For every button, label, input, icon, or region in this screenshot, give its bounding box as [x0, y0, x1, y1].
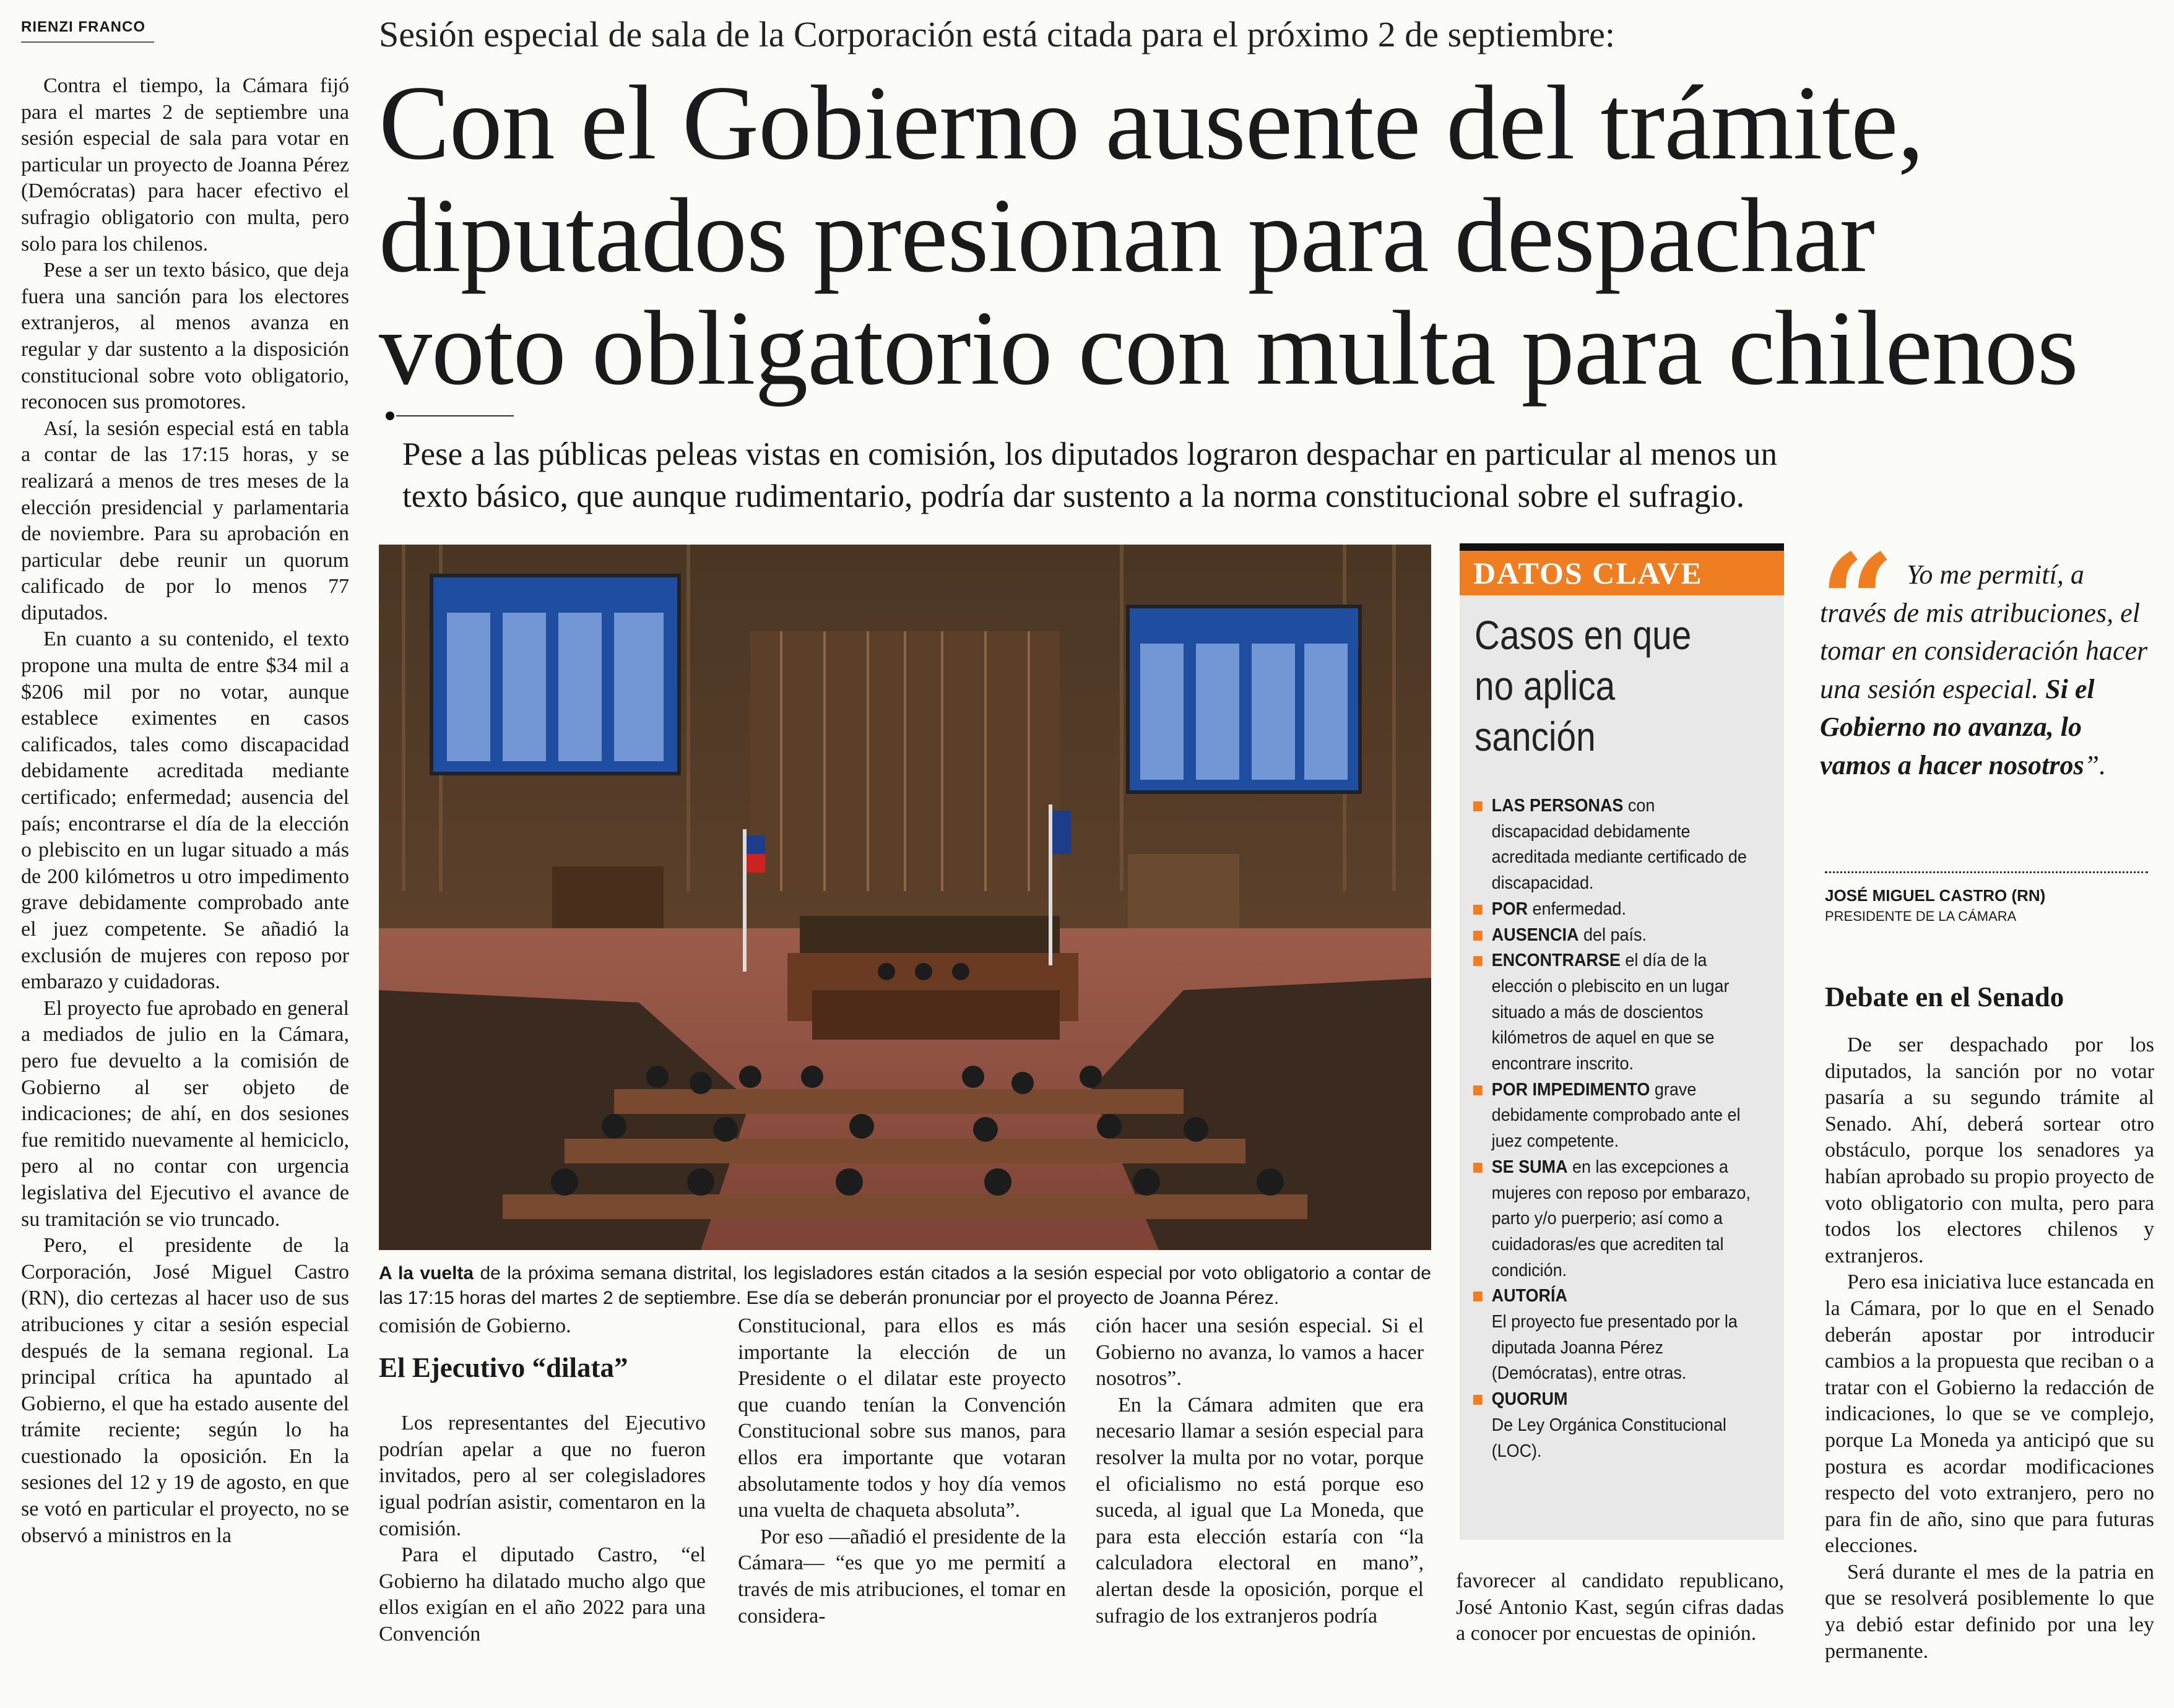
deck-bullet	[386, 412, 394, 420]
paragraph: ción hacer una sesión especial. Si el Gobierno no avanza, lo vamos a hacer nosotros”.	[1096, 1314, 1424, 1391]
paragraph: El proyecto fue aprobado en general a mediados de julio en la Cámara, pero fue devuelto a la comisión de Gobierno al ser objeto de indicaciones; de ahí, en dos sesiones fue remitido nuevamente al hemiciclo, pero al no contar con urgencia legislativa del Ejecutivo el avance de su tramitación se vio truncado.	[21, 996, 349, 1231]
subheading-ejecutivo: El Ejecutivo “dilata”	[379, 1352, 628, 1383]
item-text: De Ley Orgánica Constitucional (LOC).	[1491, 1415, 1726, 1461]
paragraph: En cuanto a su contenido, el texto propone una multa de entre $34 mil a $206 mil por no votar, aunque establece eximentes en casos calificados, tales como discapacidad debidamente acreditada mediante certificado; enfermedad; ausencia del país; encontrarse el día de la elección o plebiscito en un lugar situado a más de 200 kilómetros u otro impedimento grave debidamente comprobado ante el juez competente. Se añadió la exclusión de mujeres con reposo por embarazo y cuidadoras.	[21, 628, 349, 994]
item-text: grave debidamente comprobado ante el juez competente.	[1491, 1079, 1741, 1152]
column-2	[379, 1313, 706, 1648]
item-lead: AUSENCIA	[1491, 925, 1579, 945]
quote-text: Yo me permití, a través de mis atribuciones, el tomar en consideración hacer una sesión especial.	[1820, 559, 2148, 704]
caption-text: de la próxima semana distrital, los legisladores están citados a la sesión especial por voto obligatorio a contar de las 17:15 horas del martes 2 de septiembre. Ese día se deberán pronunciar por el proyecto de Joanna Pérez.	[379, 1263, 1431, 1308]
list-item	[1472, 923, 1754, 949]
quote-author: JOSÉ MIGUEL CASTRO (RN)	[1825, 886, 2046, 905]
chamber-photo	[379, 545, 1431, 1250]
datos-clave-top-bar	[1460, 543, 1784, 551]
paragraph: Contra el tiempo, la Cámara fijó para el martes 2 de septiembre una sesión especial de sala para votar en particular un proyecto de Joanna Pérez (Demócratas) para hacer efectivo el sufragio obligatorio con multa, pero solo para los chilenos.	[21, 74, 349, 256]
column-3	[738, 1313, 1066, 1629]
paragraph: Pero, el presidente de la Corporación, José Miguel Castro (RN), dio certezas al hacer uso de sus atribuciones y citar a sesión especial después de la semana regional. La principal crítica ha apuntado al Gobierno, el que ha estado ausente del trámite reciente; según lo ha cuestionado la oposición. En la sesiones del 12 y 19 de agosto, en que se votó en particular el proyecto, no se observó a ministros en la	[21, 1234, 349, 1547]
datos-clave-subtitle: Casos en que no aplica sanción	[1475, 612, 1692, 759]
headline-line-2: diputados presionan para despachar	[379, 177, 1875, 295]
quote-mark-icon: “	[1820, 525, 1895, 678]
item-text: enfermedad.	[1528, 899, 1626, 919]
column-1	[21, 73, 349, 1549]
datos-clave-list	[1472, 793, 1754, 1464]
paragraph: Los representantes del Ejecutivo podrían apelar a que no fueron invitados, pero al ser colegisladores igual podrían asistir, comentaron en la comisión.	[379, 1412, 706, 1540]
paragraph: Pese a ser un texto básico, que deja fuera una sanción para los electores extranjeros, al menos avanza en regular y dar sustento a la disposición constitucional sobre voto obligatorio, reconocen sus promotores.	[21, 259, 349, 414]
quote-divider	[1825, 871, 2148, 873]
kicker: Sesión especial de sala de la Corporación está citada para el próximo 2 de septiembre:	[379, 14, 1616, 54]
byline-rule	[21, 41, 154, 43]
item-text: en las excepciones a mujeres con reposo por embarazo, parto y/o puerperio; así como a cuidadoras/es que acrediten tal condición.	[1491, 1157, 1751, 1280]
column-6	[1825, 1032, 2154, 1665]
caption-lead: A la vuelta	[379, 1263, 474, 1283]
headline-line-1: Con el Gobierno ausente del trámite,	[379, 64, 1924, 182]
item-lead: POR	[1491, 899, 1528, 919]
column-5	[1456, 1568, 1784, 1647]
byline: RIENZI FRANCO	[21, 19, 145, 35]
headline-line-3: voto obligatorio con multa para chilenos	[379, 290, 2078, 407]
quote-author-role: PRESIDENTE DE LA CÁMARA	[1825, 908, 2017, 924]
list-item	[1472, 793, 1754, 897]
item-text: del país.	[1579, 925, 1647, 945]
paragraph: Para el diputado Castro, “el Gobierno ha dilatado mucho algo que ellos exigían en el año 2022 para una Convención	[379, 1543, 706, 1645]
list-item	[1472, 1387, 1754, 1464]
paragraph: De ser despachado por los diputados, la sanción por no votar pasaría a su segundo trámite al Senado. Ahí, deberá sortear otro obstáculo, porque los senadores ya habían aprobado su propio proyecto de voto obligatorio con multa, pero para todos los electores chilenos y extranjeros.	[1825, 1033, 2154, 1267]
paragraph: Pero esa iniciativa luce estancada en la Cámara, por lo que en el Senado deberán apostar por introducir cambios a la propuesta que reciban o a tratar con el Gobierno la redacción de indicaciones, lo que se ve complejo, porque La Moneda ya anticipó que su postura es acordar modificaciones respecto del voto extranjero, pero no para fin de año, sino que para futuras elecciones.	[1825, 1270, 2154, 1558]
paragraph: favorecer al candidato republicano, José Antonio Kast, según cifras dadas a conocer por encuestas de opinión.	[1456, 1569, 1784, 1645]
deck-line-2: texto básico, que aunque rudimentario, podría dar sustento a la norma constitucional sobre el sufragio.	[402, 478, 1744, 514]
photo-caption	[379, 1261, 1431, 1311]
item-text: el día de la elección o plebiscito en un lugar situado a más de doscientos kilómetros de aquel en que se encontrare inscrito.	[1491, 951, 1730, 1074]
paragraph: En la Cámara admiten que era necesario llamar a sesión especial para resolver la multa por no votar, porque el oficialismo no está porque eso suceda, al igual que La Moneda, que para esta elección estaría con “la calculadora electoral en mano”, alertan desde la oposición, porque el sufragio de los extranjeros podría	[1096, 1393, 1424, 1628]
paragraph: Por eso —añadió el presidente de la Cámara— “es que yo me permití a través de mis atribuciones, el tomar en considera-	[738, 1525, 1066, 1628]
paragraph-continuation: comisión de Gobierno.	[379, 1314, 571, 1337]
item-lead: LAS PERSONAS	[1491, 796, 1624, 816]
item-text: El proyecto fue presentado por la diputada Joanna Pérez (Demócratas), entre otras.	[1491, 1312, 1738, 1384]
column-4	[1096, 1313, 1424, 1629]
item-lead: ENCONTRARSE	[1491, 951, 1621, 971]
list-item	[1472, 1283, 1754, 1387]
list-item	[1472, 948, 1754, 1077]
subheading-senado: Debate en el Senado	[1825, 981, 2064, 1012]
paragraph: Será durante el mes de la patria en que se resolverá posiblemente lo que ya debió estar definido por una ley permanente.	[1825, 1560, 2154, 1663]
paragraph: Así, la sesión especial está en tabla a contar de las 17:15 horas, y se realizará a menos de tres meses de la elección presidencial y parlamentaria de noviembre. Para su aprobación en particular debe reunir un quorum calificado de por lo menos 77 diputados.	[21, 416, 349, 624]
item-lead: QUORUM	[1491, 1389, 1568, 1410]
deck-line-1: Pese a las públicas peleas vistas en comisión, los diputados lograron despachar en particular al menos un	[402, 436, 1777, 472]
datos-clave-title: DATOS CLAVE	[1460, 551, 1784, 595]
item-lead: SE SUMA	[1491, 1157, 1568, 1177]
item-lead: AUTORÍA	[1491, 1286, 1567, 1306]
quote-emphasis: Si el Gobierno no avanza, lo vamos a hacer nosotros	[1820, 673, 2095, 780]
deck	[402, 433, 2061, 517]
item-text: con discapacidad debidamente acreditada mediante certificado de discapacidad.	[1491, 796, 1747, 894]
item-lead: POR IMPEDIMENTO	[1491, 1079, 1650, 1100]
list-item	[1472, 1155, 1754, 1284]
pull-quote	[1820, 556, 2154, 784]
deck-rule	[396, 415, 514, 416]
list-item	[1472, 897, 1754, 923]
quote-end: ”.	[2084, 749, 2107, 780]
list-item	[1472, 1077, 1754, 1155]
paragraph: Constitucional, para ellos es más importante la elección de un Presidente o el dilatar este proyecto que cuando tenían la Convención Constitucional sobre sus manos, para ellos era importante que votaran absolutamente todos y hoy día vemos una vuelta de chaqueta absoluta”.	[738, 1314, 1066, 1522]
headline	[379, 64, 2162, 407]
